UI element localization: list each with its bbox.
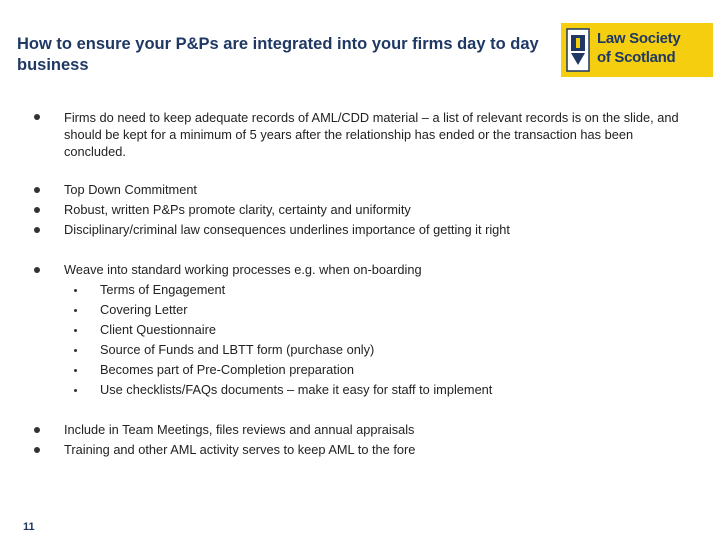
- bullet-group-4: [30, 420, 690, 460]
- sub-bullet-icon: [74, 329, 77, 332]
- logo-line-1: Law Society: [597, 30, 681, 47]
- sub-bullet-icon: [74, 309, 77, 312]
- sub-bullet-item: Becomes part of Pre-Completion preparation: [30, 360, 690, 380]
- sub-bullet-item: Source of Funds and LBTT form (purchase only): [30, 340, 690, 360]
- crest-icon: [565, 27, 591, 73]
- bullet-icon: [34, 187, 40, 193]
- bullet-icon: [34, 267, 40, 273]
- bullet-item: Disciplinary/criminal law consequences underlines importance of getting it right: [30, 220, 690, 240]
- bullet-icon: [34, 114, 40, 120]
- logo-text: [597, 29, 711, 67]
- sub-bullet-item: Use checklists/FAQs documents – make it easy for staff to implement: [30, 380, 690, 400]
- sub-bullet-icon: [74, 349, 77, 352]
- bullet-item: Robust, written P&Ps promote clarity, certainty and uniformity: [30, 200, 690, 220]
- sub-bullet-icon: [74, 389, 77, 392]
- bullet-list: [30, 108, 690, 480]
- bullet-group-1: [30, 108, 690, 160]
- bullet-icon: [34, 427, 40, 433]
- bullet-group-2: [30, 180, 690, 240]
- sub-bullet-item: Covering Letter: [30, 300, 690, 320]
- sub-bullet-icon: [74, 289, 77, 292]
- bullet-item: Training and other AML activity serves to keep AML to the fore: [30, 440, 690, 460]
- bullet-item: Weave into standard working processes e.g. when on-boarding: [30, 260, 690, 280]
- sub-bullet-item: Terms of Engagement: [30, 280, 690, 300]
- sub-bullet-item: Client Questionnaire: [30, 320, 690, 340]
- law-society-logo: [561, 23, 713, 77]
- bullet-icon: [34, 227, 40, 233]
- bullet-group-3: [30, 260, 690, 400]
- bullet-item: Include in Team Meetings, files reviews and annual appraisals: [30, 420, 690, 440]
- sub-bullet-icon: [74, 369, 77, 372]
- bullet-item: Top Down Commitment: [30, 180, 690, 200]
- bullet-item: Firms do need to keep adequate records of AML/CDD material – a list of relevant records is on the slide, and should be kept for a minimum of 5 years after the relationship has ended or the transaction has been concluded.: [30, 108, 690, 160]
- bullet-icon: [34, 447, 40, 453]
- logo-line-2: of Scotland: [597, 49, 676, 66]
- bullet-icon: [34, 207, 40, 213]
- slide-title: How to ensure your P&Ps are integrated into your firms day to day business: [17, 35, 539, 74]
- page-number: 11: [23, 521, 35, 533]
